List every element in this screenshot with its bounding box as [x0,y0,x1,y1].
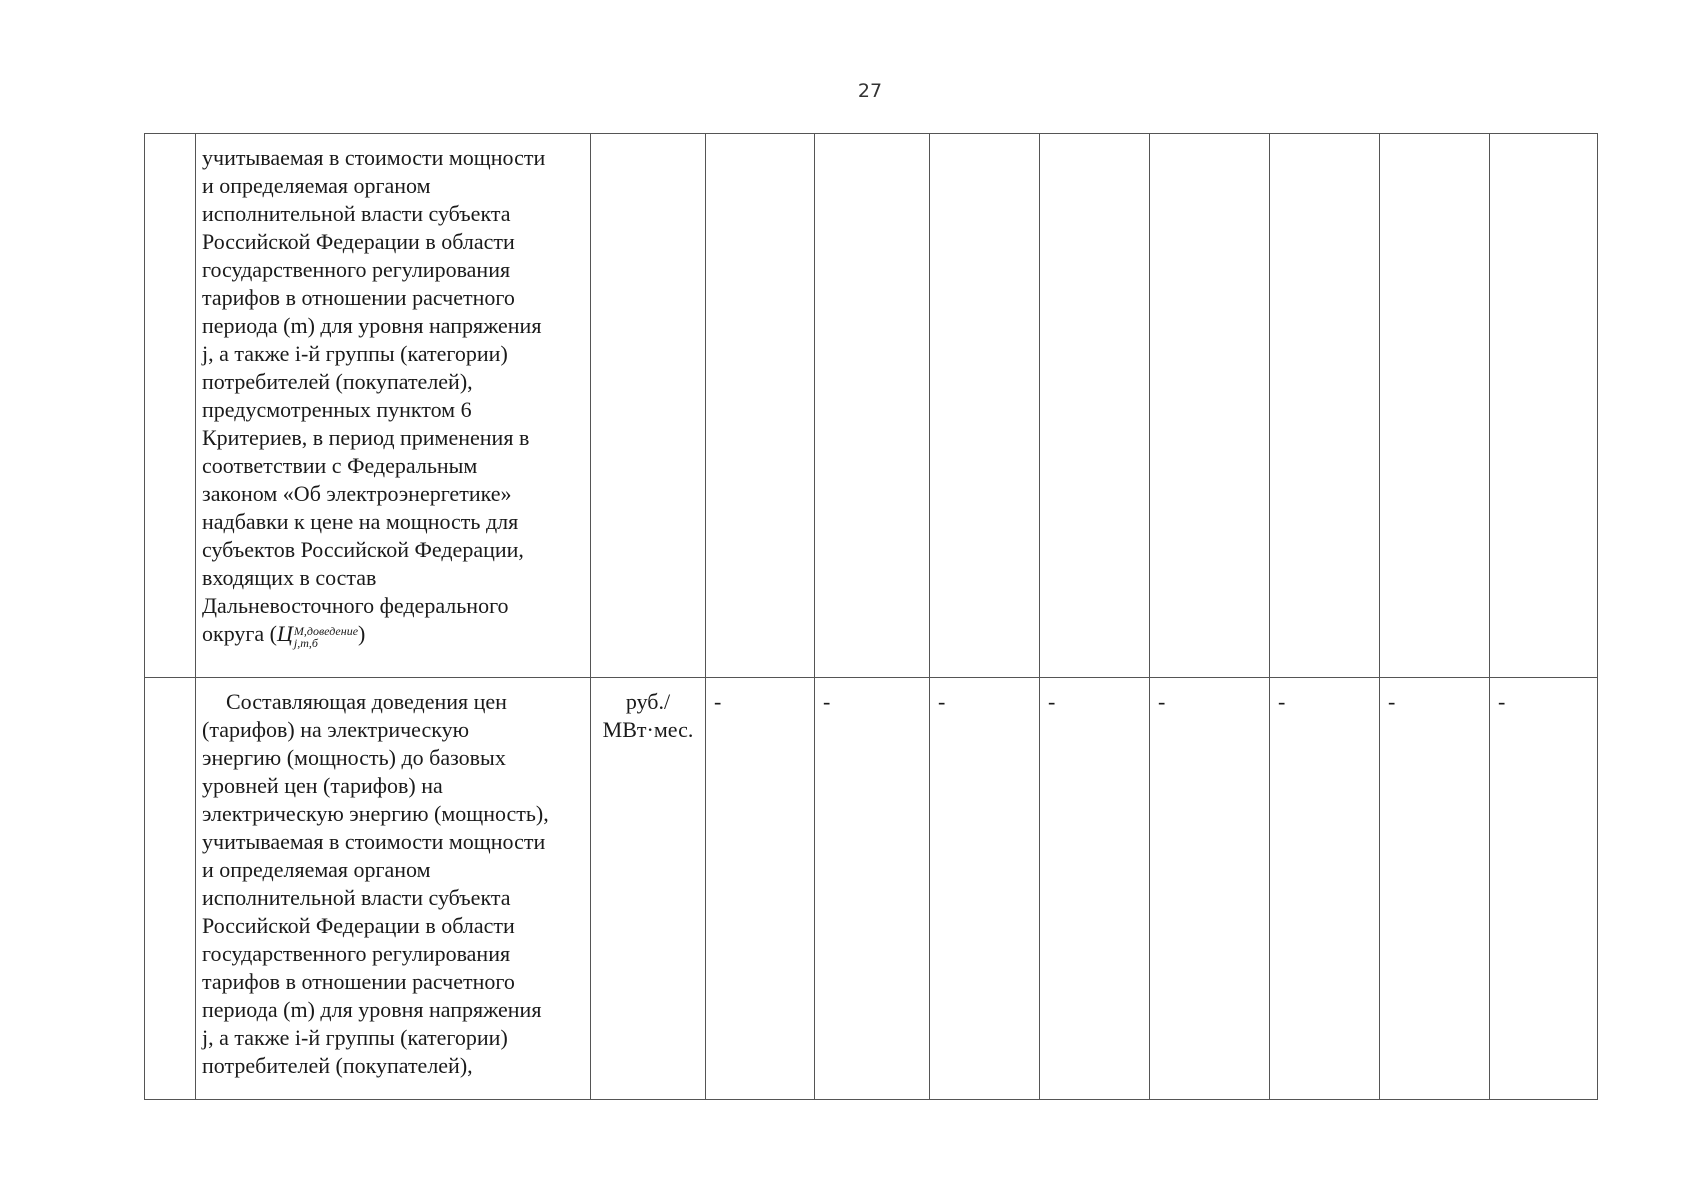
description-line: учитываемая в стоимости мощности [202,145,546,170]
description-line: потребителей (покупателей), [202,369,473,394]
price-formula [277,621,359,650]
description-line: Критериев, в период применения в [202,425,530,450]
page-number: 27 [857,80,883,102]
description-line: субъектов Российской Федерации, [202,537,524,562]
description-line: исполнительной власти субъекта [202,201,511,226]
description-line: (тарифов) на электрическую [202,717,470,742]
last-line-prefix: округа ( [202,621,278,646]
value-cell: - [1490,678,1598,1100]
description-line: уровней цен (тарифов) на [202,773,443,798]
description-line: входящих в состав [202,565,377,590]
value-cell: - [1150,678,1270,1100]
description-line: тарифов в отношении расчетного [202,969,515,994]
description-line: соответствии с Федеральным [202,453,478,478]
description-cell [196,134,591,678]
value-cell: - [1380,678,1490,1100]
table-row [145,134,1598,678]
description-line: предусмотренных пунктом 6 [202,397,472,422]
description-line: и определяемая органом [202,173,431,198]
description-line: электрическую энергию (мощность), [202,801,549,826]
value-cell [930,134,1040,678]
description-line: j, а также i-й группы (категории) [202,1025,508,1050]
value-cell: - [930,678,1040,1100]
formula-subscript: j,m,б [293,636,318,650]
description-line: и определяемая органом [202,857,431,882]
description-line: законом «Об электроэнергетике» [202,481,512,506]
value-cell: - [706,678,815,1100]
description-line: Российской Федерации в области [202,229,515,254]
description-line: Составляющая доведения цен [226,689,507,714]
tariff-table [144,133,1598,1100]
value-cell [1040,134,1150,678]
table-row [145,678,1598,1100]
description-line: энергию (мощность) до базовых [202,745,506,770]
value-cell [1270,134,1380,678]
last-line-suffix: ) [358,621,366,646]
unit-cell: руб./ МВт·мес. [591,678,706,1100]
description-cell [196,678,591,1100]
description-line: государственного регулирования [202,257,511,282]
description-line: потребителей (покупателей), [202,1053,473,1078]
value-cell: - [815,678,930,1100]
description-line: надбавки к цене на мощность для [202,509,519,534]
description-line: j, а также i-й группы (категории) [202,341,508,366]
unit-cell [591,134,706,678]
value-cell [1380,134,1490,678]
description-line: периода (m) для уровня напряжения [202,313,542,338]
description-line: государственного регулирования [202,941,511,966]
row-number-cell [145,134,196,678]
description-line: учитываемая в стоимости мощности [202,829,546,854]
value-cell: - [1040,678,1150,1100]
value-cell [815,134,930,678]
formula-base: Ц [277,621,293,646]
description-line: Дальневосточного федерального [202,593,509,618]
value-cell [706,134,815,678]
value-cell [1490,134,1598,678]
description-last-line [202,620,584,649]
description-line: исполнительной власти субъекта [202,885,511,910]
value-cell: - [1270,678,1380,1100]
description-line: периода (m) для уровня напряжения [202,997,542,1022]
description-line: тарифов в отношении расчетного [202,285,515,310]
value-cell [1150,134,1270,678]
formula-superscript: M,доведение [293,624,359,638]
description-line: Российской Федерации в области [202,913,515,938]
row-number-cell [145,678,196,1100]
